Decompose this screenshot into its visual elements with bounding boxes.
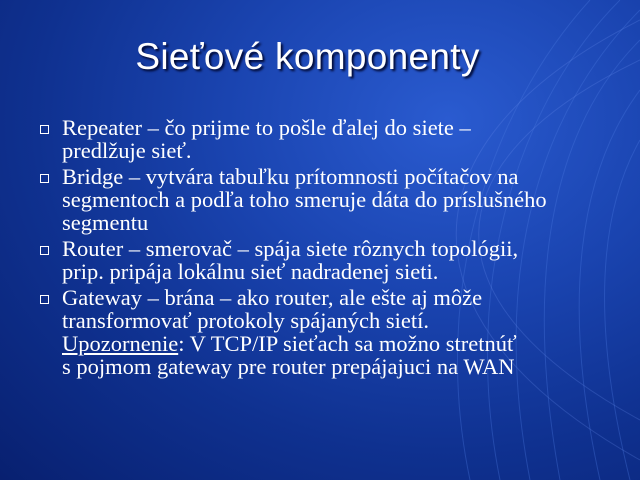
bullet-line: Gateway – brána – ako router, ale ešte aj môže	[62, 285, 483, 310]
bullet-line: Repeater – čo prijme to pošle ďalej do siete –	[62, 115, 471, 140]
bullet-line: prip. pripája lokálnu sieť nadradenej sieti.	[62, 259, 439, 284]
bullet-list	[38, 116, 623, 381]
bullet-line: transformovať protokoly spájaných sietí.	[62, 308, 430, 333]
note-text: : V TCP/IP sieťach sa možno stretnúť	[178, 331, 517, 356]
note-label: Upozornenie	[62, 331, 179, 356]
bullet-line: predlžuje sieť.	[62, 138, 192, 163]
square-bullet-icon	[40, 174, 49, 183]
bullet-line: Router – smerovač – spája siete rôznych topológii,	[62, 236, 519, 261]
square-bullet-icon	[40, 295, 49, 304]
square-bullet-icon	[40, 246, 49, 255]
note-line	[62, 332, 623, 355]
note-line-2: s pojmom gateway pre router prepájajuci na WAN	[62, 354, 515, 379]
bullet-line: segmentu	[62, 210, 149, 235]
list-item	[38, 165, 623, 234]
list-item	[38, 237, 623, 283]
list-item	[38, 286, 623, 378]
square-bullet-icon	[40, 125, 49, 134]
slide-title: Sieťové komponenty	[135, 36, 480, 77]
list-item	[38, 116, 623, 162]
bullet-line: segmentoch a podľa toho smeruje dáta do príslušného	[62, 187, 547, 212]
bullet-line: Bridge – vytvára tabuľku prítomnosti počítačov na	[62, 164, 519, 189]
